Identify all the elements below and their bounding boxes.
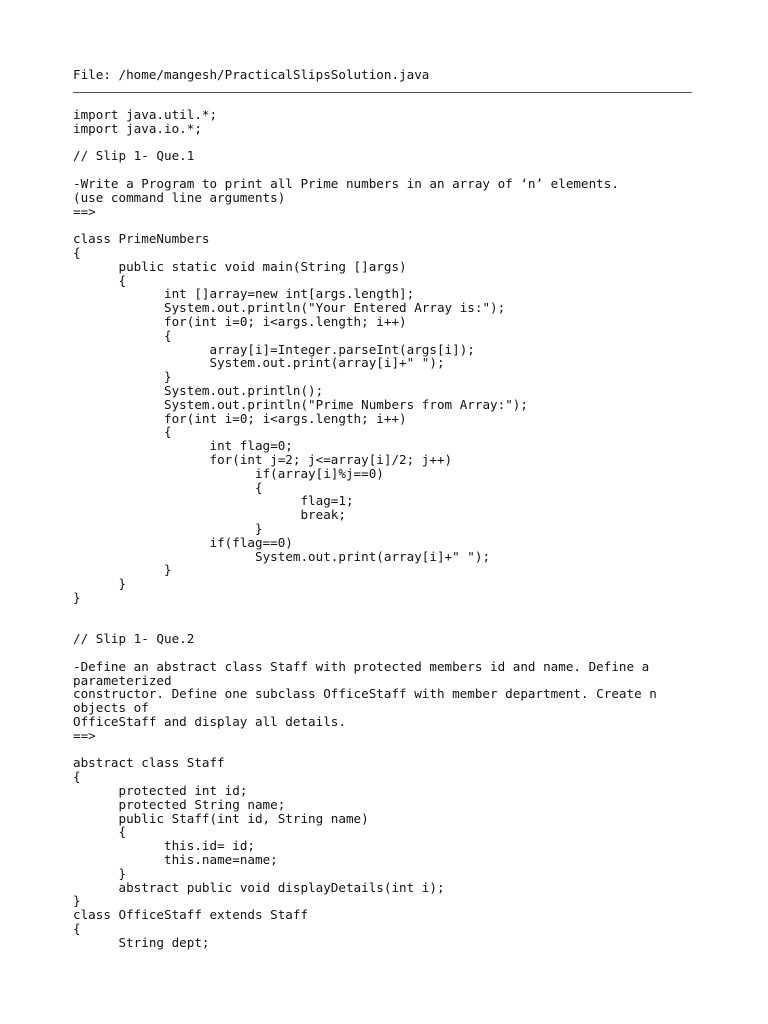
code-line: } bbox=[73, 865, 127, 881]
code-line: ==> bbox=[73, 203, 96, 219]
code-line: parameterized bbox=[73, 672, 172, 688]
header-divider bbox=[73, 92, 692, 93]
code-line: import java.util.*; bbox=[73, 107, 218, 122]
code-line: abstract public void displayDetails(int i); bbox=[73, 879, 445, 895]
code-line: } bbox=[73, 369, 172, 385]
code-line: array[i]=Integer.parseInt(args[i]); bbox=[73, 341, 475, 357]
code-line: int flag=0; bbox=[73, 438, 293, 454]
code-line: for(int i=0; i<args.length; i++) bbox=[73, 410, 407, 426]
code-line: constructor. Define one subclass OfficeStaff with member department. Create n bbox=[73, 686, 657, 702]
code-line: break; bbox=[73, 507, 346, 523]
code-line: { bbox=[73, 769, 81, 785]
code-line: -Define an abstract class Staff with protected members id and name. Define a bbox=[73, 658, 650, 674]
code-line: String dept; bbox=[73, 934, 210, 950]
code-line: { bbox=[73, 424, 172, 440]
code-line: abstract class Staff bbox=[73, 755, 225, 771]
code-line: // Slip 1- Que.1 bbox=[73, 148, 195, 164]
code-line: if(array[i]%j==0) bbox=[73, 465, 384, 481]
code-line: ==> bbox=[73, 727, 96, 743]
code-line: public Staff(int id, String name) bbox=[73, 810, 369, 826]
code-line: class OfficeStaff extends Staff bbox=[73, 907, 309, 923]
code-line: } bbox=[73, 589, 81, 605]
code-line: { bbox=[73, 272, 127, 288]
code-line: } bbox=[73, 520, 263, 536]
code-line: { bbox=[73, 327, 172, 343]
code-line: System.out.println("Prime Numbers from Array:"); bbox=[73, 396, 528, 412]
code-line: System.out.println(); bbox=[73, 382, 324, 398]
code-line: this.name=name; bbox=[73, 852, 278, 868]
code-line: System.out.print(array[i]+" "); bbox=[73, 355, 445, 371]
code-line: protected String name; bbox=[73, 796, 286, 812]
code-line: { bbox=[73, 479, 263, 495]
source-code-listing bbox=[73, 108, 657, 950]
code-line: (use command line arguments) bbox=[73, 189, 286, 205]
code-line: int []array=new int[args.length]; bbox=[73, 286, 415, 302]
code-line: objects of bbox=[73, 700, 149, 716]
code-line: } bbox=[73, 893, 81, 909]
code-line: for(int j=2; j<=array[i]/2; j++) bbox=[73, 451, 453, 467]
code-line: { bbox=[73, 244, 81, 260]
file-path-header: File: /home/mangesh/PracticalSlipsSolution.java bbox=[73, 67, 430, 82]
code-line: this.id= id; bbox=[73, 838, 255, 854]
code-line: System.out.print(array[i]+" "); bbox=[73, 548, 491, 564]
code-line: protected int id; bbox=[73, 783, 248, 799]
code-line: public static void main(String []args) bbox=[73, 258, 407, 274]
code-line: } bbox=[73, 562, 172, 578]
code-line: import java.io.*; bbox=[73, 120, 202, 136]
code-line: OfficeStaff and display all details. bbox=[73, 714, 346, 730]
code-line: class PrimeNumbers bbox=[73, 231, 210, 247]
code-line: flag=1; bbox=[73, 493, 354, 509]
code-line: { bbox=[73, 824, 127, 840]
code-line: -Write a Program to print all Prime numbers in an array of ‘n’ elements. bbox=[73, 175, 619, 191]
code-line: // Slip 1- Que.2 bbox=[73, 631, 195, 647]
code-line: } bbox=[73, 576, 127, 592]
code-line: { bbox=[73, 921, 81, 937]
code-line: for(int i=0; i<args.length; i++) bbox=[73, 313, 407, 329]
code-line: if(flag==0) bbox=[73, 534, 293, 550]
code-line: System.out.println("Your Entered Array is:"); bbox=[73, 300, 506, 316]
